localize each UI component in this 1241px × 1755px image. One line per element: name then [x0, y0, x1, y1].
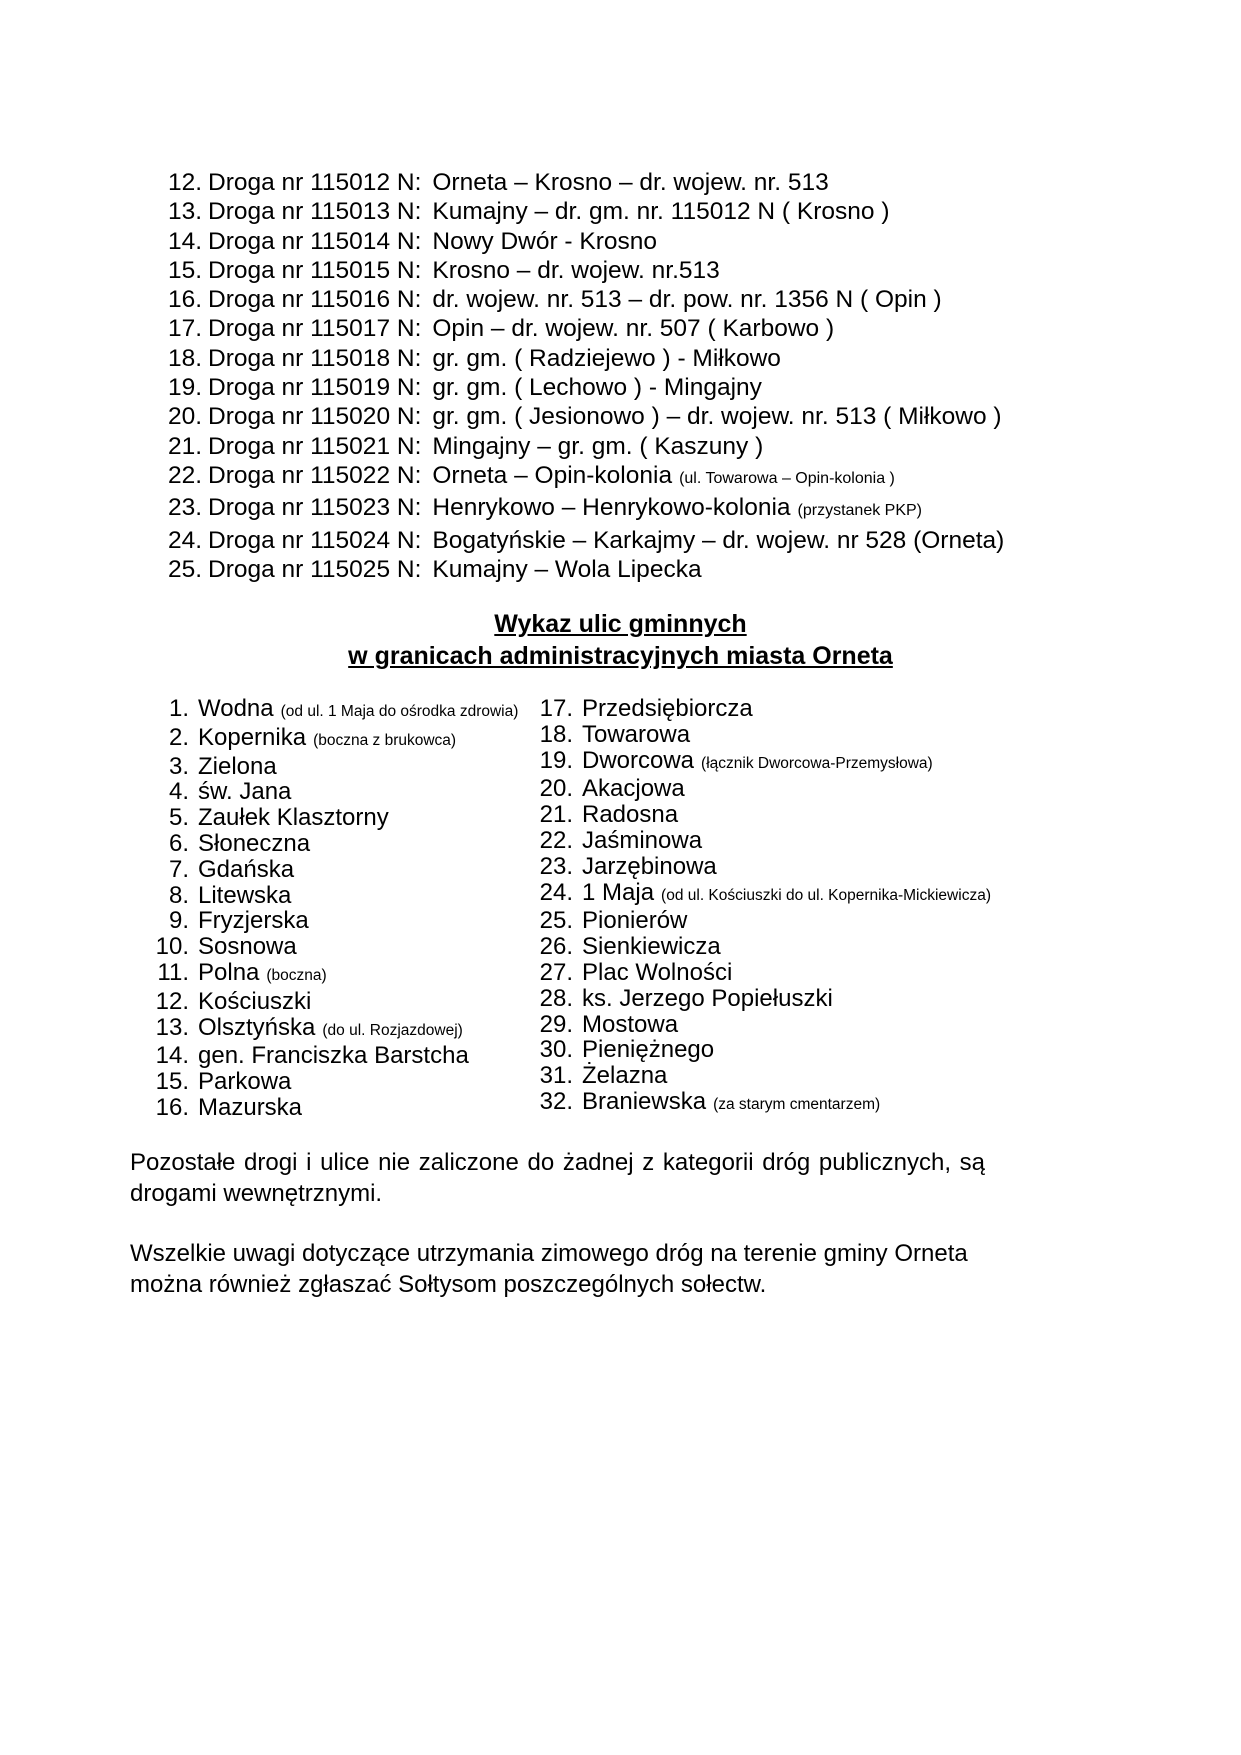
road-list-item [168, 197, 1118, 226]
street-name: Gdańska [198, 855, 295, 883]
street-note: (boczna) [266, 966, 327, 984]
street-number: 23. [539, 852, 573, 880]
road-list-item [168, 493, 1118, 525]
road-label: Droga nr 115015 N: [208, 256, 422, 284]
street-list-item [527, 1089, 1087, 1118]
street-note: (od ul. 1 Maja do ośrodka zdrowia) [280, 703, 519, 720]
road-list-item [168, 314, 1118, 343]
road-label: Droga nr 115022 N: [208, 461, 422, 489]
street-list-item [143, 725, 543, 754]
road-description: Bogatyńskie – Karkajmy – dr. wojew. nr 528 (Orneta) [432, 526, 1005, 554]
road-list-item [168, 285, 1118, 314]
street-list-item [527, 1037, 1087, 1063]
street-list-item [527, 1063, 1087, 1089]
road-list-item [168, 256, 1118, 285]
road-label: Droga nr 115023 N: [208, 494, 422, 522]
street-note: (za starym cmentarzem) [713, 1095, 881, 1113]
street-note: (łącznik Dworcowa-Przemysłowa) [701, 754, 933, 772]
road-number: 16. [168, 286, 203, 314]
road-label: Droga nr 115019 N: [208, 374, 422, 402]
road-list-item [168, 168, 1118, 197]
street-list-item [527, 776, 1087, 802]
road-number: 14. [168, 227, 203, 255]
street-number: 10. [155, 933, 189, 961]
street-name: Kościuszki [198, 987, 312, 1015]
street-number: 5. [168, 804, 189, 832]
road-label: Droga nr 115017 N: [208, 315, 422, 343]
road-description: gr. gm. ( Jesionowo ) – dr. wojew. nr. 513 ( Miłkowo ) [432, 403, 1002, 431]
street-number: 30. [539, 1036, 573, 1064]
street-name: Zielona [198, 752, 277, 780]
street-name: Parkowa [198, 1068, 292, 1096]
street-number: 22. [539, 826, 573, 854]
road-number: 23. [168, 494, 203, 522]
road-label: Droga nr 115025 N: [208, 555, 422, 583]
street-list-item [143, 857, 543, 883]
road-description: Nowy Dwór - Krosno [432, 227, 658, 255]
road-list-item [168, 526, 1118, 555]
street-name: Towarowa [582, 720, 691, 748]
streets-heading-line-1-text: Wykaz ulic gminnych [494, 610, 747, 638]
street-name: Fryzjerska [198, 907, 309, 935]
street-number: 25. [539, 907, 573, 935]
street-name: Sienkiewicza [582, 933, 721, 961]
street-number: 14. [155, 1042, 189, 1070]
street-number: 32. [539, 1087, 573, 1115]
street-number: 24. [539, 878, 573, 906]
street-number: 15. [155, 1068, 189, 1096]
street-name: Braniewska [582, 1087, 707, 1115]
road-note: (ul. Towarowa – Opin-kolonia ) [679, 469, 895, 487]
street-number: 7. [168, 855, 189, 883]
street-list-item [527, 960, 1087, 986]
road-label: Droga nr 115013 N: [208, 198, 422, 226]
streets-columns [0, 695, 1241, 1121]
street-number: 17. [539, 695, 573, 722]
road-list-item [168, 555, 1118, 584]
road-label: Droga nr 115024 N: [208, 526, 422, 554]
street-number: 18. [539, 720, 573, 748]
street-list-item [143, 908, 543, 934]
street-list-item [527, 934, 1087, 960]
street-number: 16. [155, 1093, 189, 1121]
street-number: 21. [539, 801, 573, 829]
street-name: 1 Maja [582, 878, 655, 906]
road-label: Droga nr 115021 N: [208, 432, 422, 460]
closing-notes [130, 1148, 985, 1300]
street-list-item [143, 831, 543, 857]
road-number: 19. [168, 374, 203, 402]
street-name: Olsztyńska [198, 1013, 316, 1041]
street-number: 8. [168, 881, 189, 909]
road-number: 24. [168, 526, 203, 554]
road-number: 20. [168, 403, 203, 431]
street-number: 1. [168, 695, 189, 722]
road-label: Droga nr 115020 N: [208, 403, 422, 431]
road-description: dr. wojew. nr. 513 – dr. pow. nr. 1356 N ( Opin ) [432, 286, 942, 314]
closing-paragraph-2: Wszelkie uwagi dotyczące utrzymania zimowego dróg na terenie gminy Orneta można również zgłaszać Sołtysom poszczególnych sołectw. [130, 1240, 968, 1298]
street-note: (boczna z brukowca) [313, 731, 457, 749]
road-list-item [168, 227, 1118, 256]
road-description: Kumajny – Wola Lipecka [432, 555, 702, 583]
street-number: 3. [168, 752, 189, 780]
road-list-item [168, 432, 1118, 461]
street-note: (do ul. Rozjazdowej) [322, 1021, 463, 1039]
street-name: ks. Jerzego Popiełuszki [582, 984, 833, 1012]
street-name: Wodna [198, 695, 274, 722]
street-name: Pionierów [582, 907, 688, 935]
street-list-item [527, 908, 1087, 934]
street-name: Plac Wolności [582, 958, 733, 986]
street-name: Kopernika [198, 723, 307, 751]
street-list-item [143, 1069, 543, 1095]
streets-heading-line-2 [0, 640, 1241, 672]
street-list-item [143, 960, 543, 989]
street-list-item [527, 880, 1087, 909]
road-label: Droga nr 115014 N: [208, 227, 422, 255]
road-list-item [168, 344, 1118, 373]
street-list-item [143, 754, 543, 780]
streets-heading-line-2-text: w granicach administracyjnych miasta Orneta [348, 642, 893, 670]
closing-paragraph-1: Pozostałe drogi i ulice nie zaliczone do żadnej z kategorii dróg publicznych, są drogami wewnętrznymi. [130, 1149, 985, 1207]
street-list-item [143, 989, 543, 1015]
road-description: Orneta – Opin-kolonia [432, 461, 673, 489]
road-number: 18. [168, 344, 203, 372]
road-list-item [168, 373, 1118, 402]
road-description: Orneta – Krosno – dr. wojew. nr. 513 [432, 169, 829, 196]
road-description: Henrykowo – Henrykowo-kolonia [432, 494, 791, 522]
street-number: 31. [539, 1062, 573, 1090]
road-label: Droga nr 115016 N: [208, 286, 422, 314]
road-description: gr. gm. ( Radziejewo ) - Miłkowo [432, 344, 781, 372]
road-number: 25. [168, 555, 203, 583]
street-name: Mostowa [582, 1010, 679, 1038]
street-number: 2. [168, 723, 189, 751]
street-list-item [527, 696, 1087, 722]
street-number: 29. [539, 1010, 573, 1038]
street-number: 4. [168, 778, 189, 806]
road-list-item [168, 461, 1118, 493]
road-description: Kumajny – dr. gm. nr. 115012 N ( Krosno ) [432, 198, 890, 226]
street-number: 11. [157, 958, 189, 986]
street-name: Zaułek Klasztorny [198, 804, 389, 832]
road-description: gr. gm. ( Lechowo ) - Mingajny [432, 374, 762, 402]
road-description: Krosno – dr. wojew. nr.513 [432, 256, 720, 284]
street-name: Słoneczna [198, 829, 311, 857]
road-description: Mingajny – gr. gm. ( Kaszuny ) [432, 432, 764, 460]
streets-heading [0, 608, 1241, 672]
street-list-item [143, 1015, 543, 1044]
street-number: 27. [539, 958, 573, 986]
road-description: Opin – dr. wojew. nr. 507 ( Karbowo ) [432, 315, 835, 343]
street-list-item [143, 1043, 543, 1069]
street-name: gen. Franciszka Barstcha [198, 1042, 469, 1070]
street-name: Jarzębinowa [582, 852, 717, 880]
street-name: Mazurska [198, 1093, 303, 1121]
street-list-item [527, 854, 1087, 880]
street-name: Jaśminowa [582, 826, 703, 854]
streets-heading-line-1 [0, 608, 1241, 640]
street-list-item [143, 1095, 543, 1121]
road-number: 13. [168, 198, 203, 226]
street-list-item [527, 802, 1087, 828]
street-number: 20. [539, 775, 573, 803]
road-number: 21. [168, 432, 203, 460]
street-name: Sosnowa [198, 933, 297, 961]
road-number: 12. [168, 169, 203, 196]
street-list-item [527, 748, 1087, 777]
road-number: 17. [168, 315, 203, 343]
road-label: Droga nr 115012 N: [208, 169, 422, 196]
street-name: Radosna [582, 801, 679, 829]
street-name: Litewska [198, 881, 292, 909]
street-note: (od ul. Kościuszki do ul. Kopernika-Mickiewicza) [661, 886, 991, 904]
roads-list [168, 168, 1118, 584]
street-number: 28. [539, 984, 573, 1012]
street-list-item [143, 696, 543, 725]
street-name: Żelazna [582, 1062, 668, 1090]
street-list-item [143, 934, 543, 960]
street-number: 26. [539, 933, 573, 961]
street-number: 12. [155, 987, 189, 1015]
street-name: Akacjowa [582, 775, 685, 803]
streets-left-column [143, 696, 543, 1121]
street-list-item [527, 986, 1087, 1012]
street-number: 19. [539, 746, 573, 774]
street-list-item [527, 1012, 1087, 1038]
road-label: Droga nr 115018 N: [208, 344, 422, 372]
road-list-item [168, 402, 1118, 431]
road-number: 22. [168, 461, 203, 489]
street-list-item [143, 779, 543, 805]
road-number: 15. [168, 256, 203, 284]
street-name: Polna [198, 958, 260, 986]
road-note: (przystanek PKP) [797, 502, 922, 520]
street-number: 9. [168, 907, 189, 935]
street-name: św. Jana [198, 778, 292, 806]
street-name: Przedsiębiorcza [582, 695, 753, 722]
street-list-item [527, 722, 1087, 748]
street-number: 13. [155, 1013, 189, 1041]
street-name: Dworcowa [582, 746, 695, 774]
street-list-item [143, 883, 543, 909]
street-number: 6. [168, 829, 189, 857]
streets-right-column [527, 696, 1087, 1118]
street-list-item [527, 828, 1087, 854]
street-name: Pieniężnego [582, 1036, 715, 1064]
street-list-item [143, 805, 543, 831]
